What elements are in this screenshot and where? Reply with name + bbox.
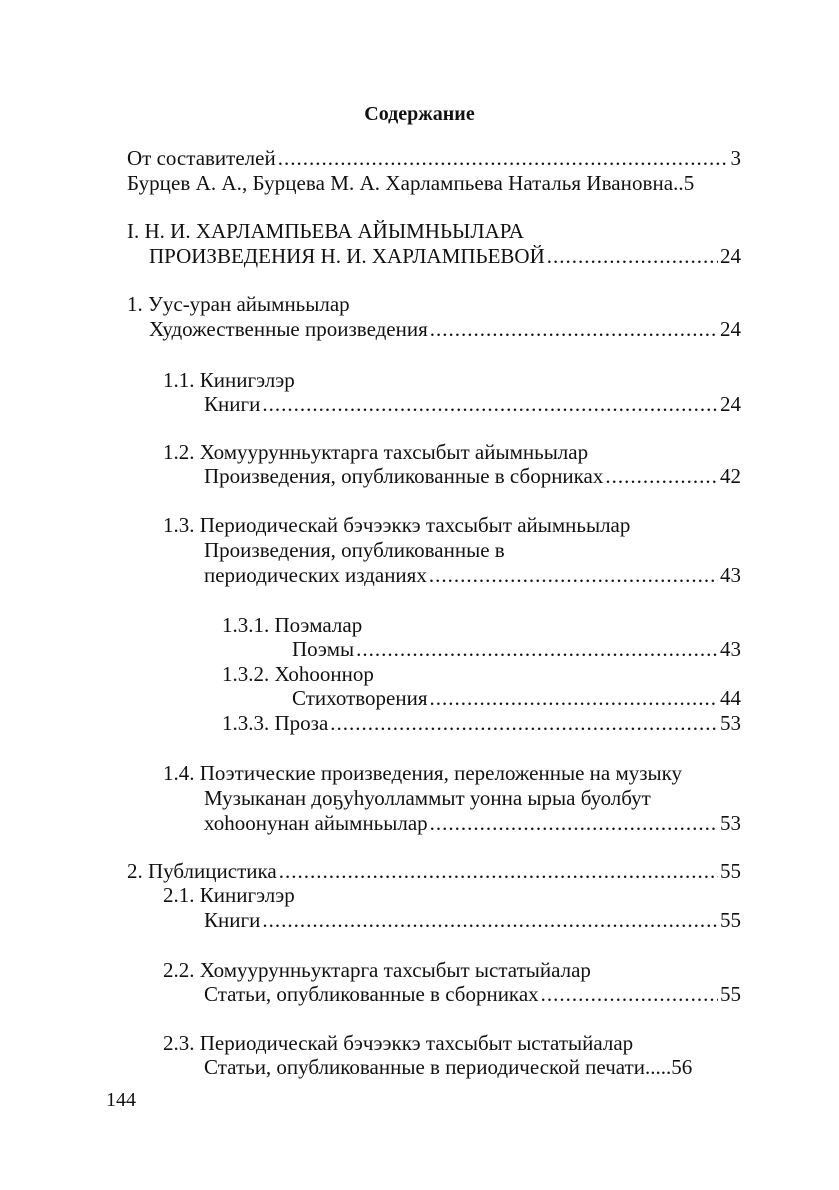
toc-entry (204, 810, 741, 836)
section-title: 1.3.2. Хоhооннор (222, 662, 374, 686)
entry-title: хоhоонунан айымньылар (204, 811, 428, 835)
section-title: 2.1. Кинигэлэр (163, 883, 295, 907)
toc-entry (292, 685, 741, 711)
page-title: Содержание (364, 103, 475, 125)
entry-title: Книги (204, 908, 261, 932)
section-subtitle: Музыканан доҕуhуолламмыт уонна ырыа буолбут (204, 786, 651, 810)
section-title: 1.4. Поэтические произведения, переложенные на музыку (163, 761, 683, 785)
section-title: I. Н. И. ХАРЛАМПЬЕВА АЙЫМНЬЫЛАРА (127, 219, 524, 243)
leader-dots (429, 562, 718, 588)
entry-page: 24 (720, 244, 741, 268)
toc-entry (204, 907, 741, 933)
entry-title: ПРОИЗВЕДЕНИЯ Н. И. ХАРЛАМПЬЕВОЙ (149, 244, 545, 268)
toc-entry (149, 316, 741, 342)
leader-dots (541, 981, 718, 1007)
entry-title: Книги (204, 392, 261, 416)
entry-page: 24 (720, 317, 741, 341)
entry-title: Стихотворения (292, 686, 428, 710)
entry-title: Статьи, опубликованные в сборниках (204, 982, 539, 1006)
entry-page: 43 (720, 637, 741, 661)
section-title: 1.1. Кинигэлэр (163, 368, 295, 392)
leader-dots (262, 907, 718, 933)
entry-page: 43 (720, 563, 741, 587)
entry-page: 55 (720, 859, 741, 883)
toc-entry: Статьи, опубликованные в периодической печати.....56 (204, 1055, 693, 1079)
toc-entry (292, 636, 741, 662)
entry-page: 3 (730, 146, 741, 170)
leader-dots (547, 243, 718, 269)
entry-page: 44 (720, 686, 741, 710)
entry-title: Произведения, опубликованные в сборниках (204, 464, 604, 488)
entry-title: периодических изданиях (204, 563, 427, 587)
leader-dots (429, 685, 718, 711)
leader-dots (262, 391, 718, 417)
entry-page: 42 (720, 464, 741, 488)
entry-title: 2. Публицистика (127, 859, 277, 883)
leader-dots (605, 463, 718, 489)
page-number: 144 (106, 1089, 136, 1111)
section-subtitle: Произведения, опубликованные в (204, 538, 505, 562)
entry-page: 24 (720, 392, 741, 416)
section-title: 1.3.1. Поэмалар (222, 613, 363, 637)
entry-page: 55 (720, 908, 741, 932)
section-title: 1. Уус-уран айымньылар (127, 292, 350, 316)
entry-page: 53 (720, 811, 741, 835)
toc-entry (204, 562, 741, 588)
toc-entry (204, 391, 741, 417)
toc-entry (149, 243, 741, 269)
toc-entry (127, 145, 741, 171)
toc-entry (204, 463, 741, 489)
entry-title: От составителей (127, 146, 276, 170)
entry-title: Художественные произведения (149, 317, 428, 341)
section-title: 2.2. Хомуурунньуктарга тахсыбыт ыстатыйалар (163, 958, 591, 982)
section-title: 1.2. Хомуурунньуктарга тахсыбыт айымньылар (163, 440, 589, 464)
leader-dots (430, 316, 718, 342)
leader-dots (278, 145, 729, 171)
entry-page: 55 (720, 982, 741, 1006)
section-title: 1.3. Периодическай бэчээккэ тахсыбыт айымньылар (163, 513, 631, 537)
section-title: 2.3. Периодическай бэчээккэ тахсыбыт ыстатыйалар (163, 1031, 634, 1055)
leader-dots (356, 636, 718, 662)
toc-entry (222, 710, 741, 736)
entry-title: 1.3.3. Проза (222, 711, 329, 735)
entry-page: 53 (720, 711, 741, 735)
toc-entry (204, 981, 741, 1007)
leader-dots (430, 810, 718, 836)
entry-title: Поэмы (292, 637, 355, 661)
leader-dots (330, 710, 718, 736)
toc-entry: Бурцев А. А., Бурцева М. А. Харлампьева Наталья Ивановна..5 (127, 171, 695, 195)
leader-dots (279, 858, 718, 884)
toc-entry (127, 858, 741, 884)
